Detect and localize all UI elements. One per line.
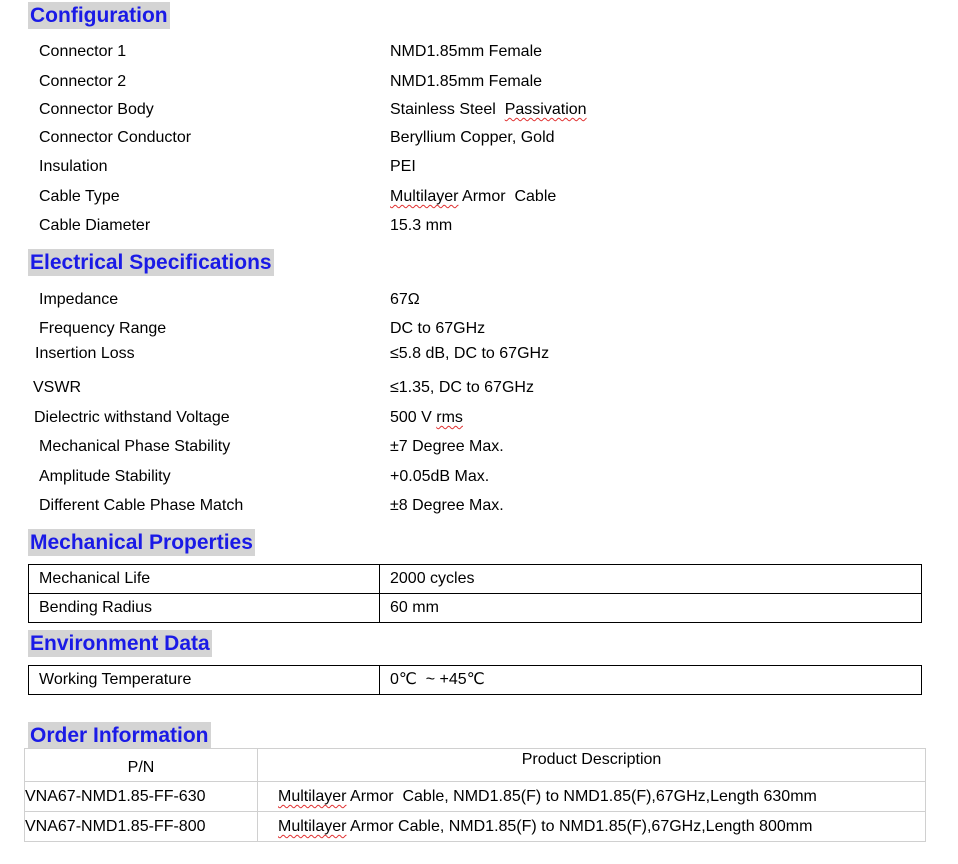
spec-value: ±7 Degree Max. [390, 438, 504, 455]
description-cell [258, 812, 926, 842]
spec-label: Connector 1 [39, 43, 127, 60]
spec-value: 15.3 mm [390, 217, 453, 234]
spec-label: Dielectric withstand Voltage [34, 409, 230, 426]
mechanical-heading: Mechanical Properties [30, 531, 253, 554]
spec-value-part: Armor Cable [458, 188, 557, 205]
environment-table [28, 665, 922, 695]
spec-row-cable-type [0, 185, 958, 209]
order-heading: Order Information [30, 724, 209, 747]
table-cell-label: Working Temperature [29, 666, 380, 695]
column-header-pn: P/N [25, 749, 258, 782]
part-number-cell: VNA67-NMD1.85-FF-630 [25, 782, 258, 812]
spec-label: Insulation [39, 158, 108, 175]
spec-value [390, 98, 587, 122]
table-row [29, 594, 922, 623]
spec-value: Beryllium Copper, Gold [390, 129, 555, 146]
spec-label: Connector Conductor [39, 129, 192, 146]
table-cell-label: Bending Radius [29, 594, 380, 623]
column-header-description: Product Description [258, 749, 926, 782]
spelling-flagged-word: Multilayer [278, 788, 347, 805]
spec-row-connector-body [0, 98, 958, 122]
spec-row-insulation [0, 155, 958, 179]
spec-row-insertion-loss [0, 342, 958, 366]
table-cell-value: 0℃ ~ +45℃ [380, 666, 922, 695]
spec-value: ≤1.35, DC to 67GHz [390, 379, 534, 396]
table-row [25, 782, 926, 812]
environment-heading: Environment Data [30, 632, 210, 655]
spec-label: Different Cable Phase Match [39, 497, 244, 514]
spec-row-amplitude-stability [0, 465, 958, 489]
spec-value: ≤5.8 dB, DC to 67GHz [390, 345, 550, 362]
table-header-row [25, 749, 926, 782]
spec-row-impedance [0, 288, 958, 312]
spec-row-dielectric-voltage [0, 406, 958, 430]
description-text: Armor Cable, NMD1.85(F) to NMD1.85(F),67GHz,Length 800mm [346, 818, 813, 835]
spec-label: Frequency Range [39, 320, 167, 337]
spelling-flagged-word: rms [436, 409, 463, 426]
spec-label: Cable Type [39, 188, 120, 205]
mechanical-table [28, 564, 922, 623]
spec-row-cable-diameter [0, 214, 958, 238]
table-cell-label: Mechanical Life [29, 565, 380, 594]
description-cell [258, 782, 926, 812]
spec-row-phase-match [0, 494, 958, 518]
description-text: Armor Cable, NMD1.85(F) to NMD1.85(F),67GHz,Length 630mm [346, 788, 817, 805]
table-row [29, 666, 922, 695]
order-table [24, 748, 926, 842]
spec-value: 67Ω [390, 291, 420, 308]
spec-value-part: Stainless Steel [390, 101, 505, 118]
spec-label: Amplitude Stability [39, 468, 171, 485]
configuration-heading: Configuration [30, 4, 168, 27]
spec-label: Connector 2 [39, 73, 127, 90]
spec-row-connector-conductor [0, 126, 958, 150]
spelling-flagged-word: Multilayer [278, 818, 347, 835]
spelling-flagged-word: Multilayer [390, 188, 459, 205]
spec-value [390, 185, 556, 209]
spec-value [390, 406, 463, 430]
spec-label: Cable Diameter [39, 217, 151, 234]
spec-label: VSWR [33, 379, 81, 396]
spec-row-frequency-range [0, 317, 958, 341]
table-cell-value: 2000 cycles [380, 565, 922, 594]
spec-row-mechanical-phase-stability [0, 435, 958, 459]
spelling-flagged-word: Passivation [504, 101, 587, 118]
part-number-cell: VNA67-NMD1.85-FF-800 [25, 812, 258, 842]
spec-row-connector-2 [0, 70, 958, 94]
spec-label: Impedance [39, 291, 119, 308]
spec-row-connector-1 [0, 40, 958, 64]
spec-value: ±8 Degree Max. [390, 497, 504, 514]
spec-label: Mechanical Phase Stability [39, 438, 231, 455]
table-row [25, 812, 926, 842]
spec-value: NMD1.85mm Female [390, 73, 543, 90]
spec-row-vswr [0, 376, 958, 400]
table-cell-value: 60 mm [380, 594, 922, 623]
spec-label: Connector Body [39, 101, 154, 118]
spec-value: DC to 67GHz [390, 320, 486, 337]
spec-value-part: 500 V [390, 409, 437, 426]
spec-value: PEI [390, 158, 416, 175]
electrical-heading: Electrical Specifications [30, 251, 272, 274]
spec-value: NMD1.85mm Female [390, 43, 543, 60]
table-row [29, 565, 922, 594]
spec-value: +0.05dB Max. [390, 468, 490, 485]
spec-label: Insertion Loss [35, 345, 135, 362]
